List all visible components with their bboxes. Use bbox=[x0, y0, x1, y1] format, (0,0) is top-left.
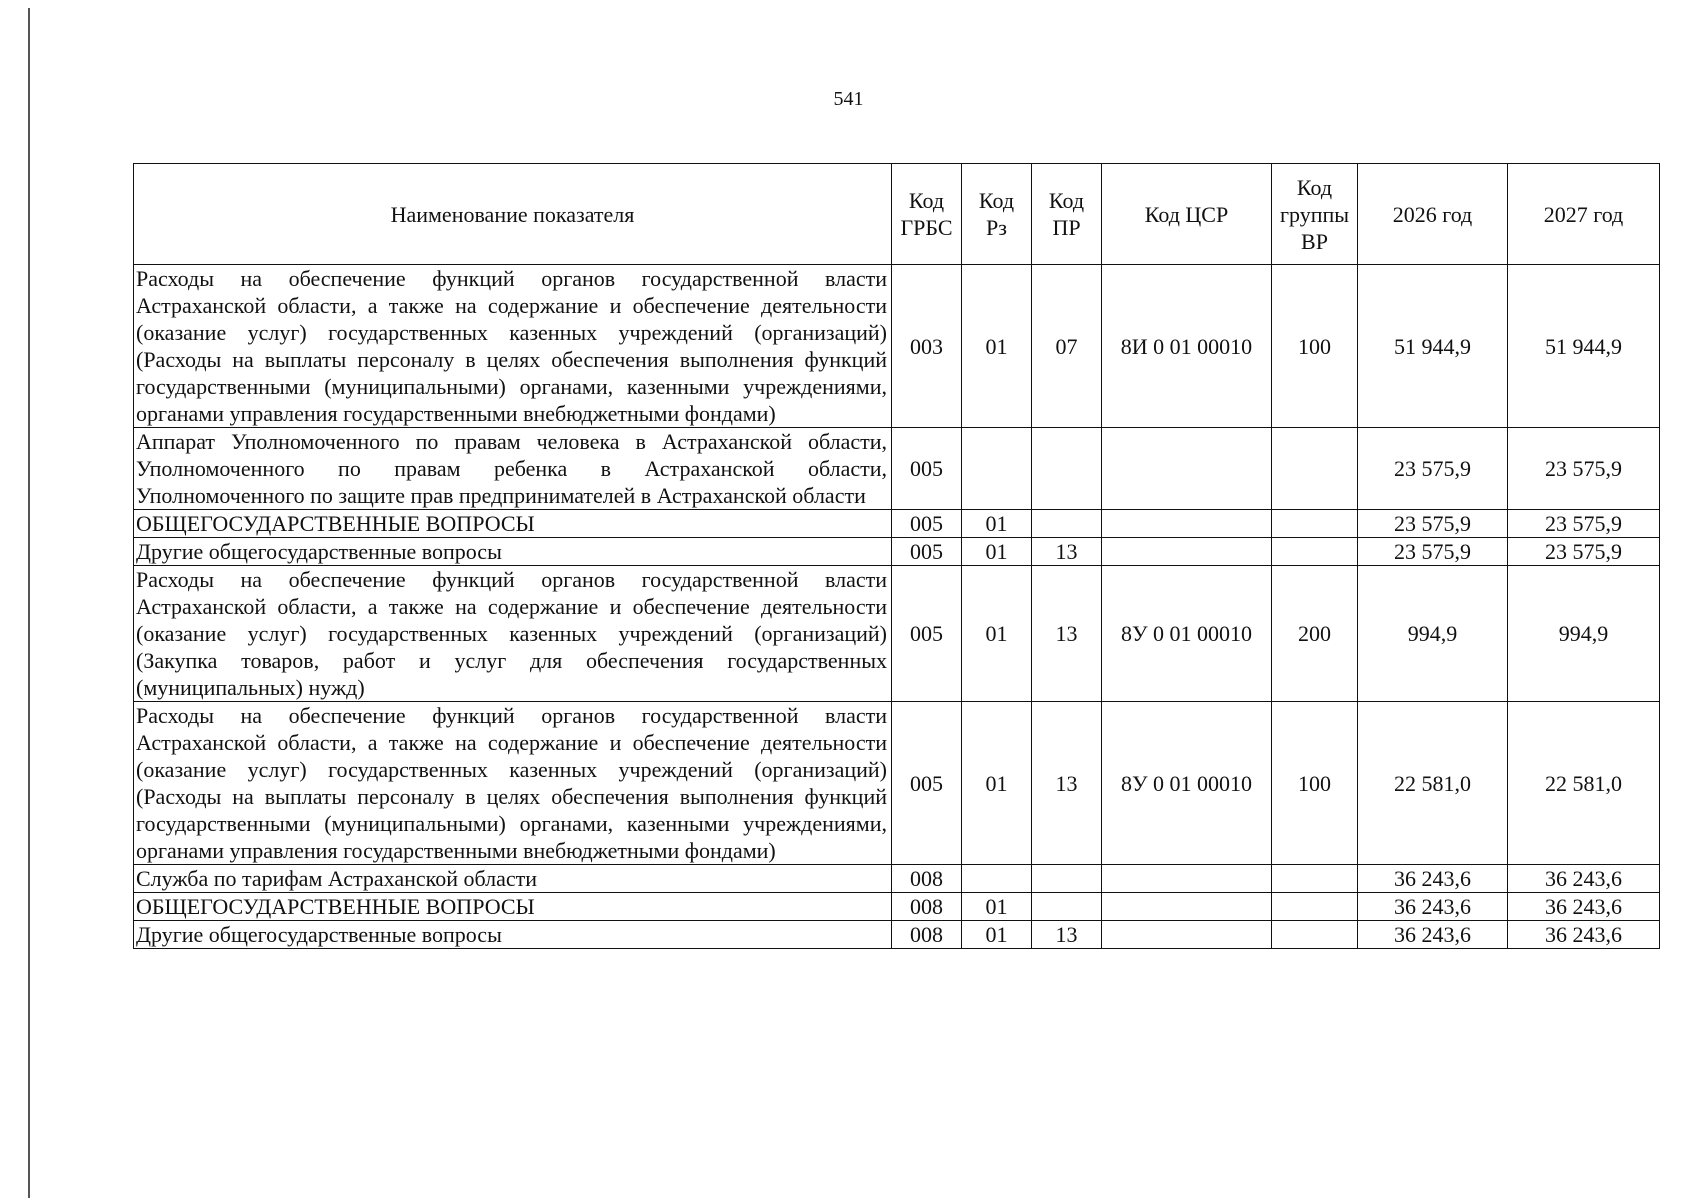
row-2027: 51 944,9 bbox=[1508, 265, 1660, 428]
row-2027: 23 575,9 bbox=[1508, 510, 1660, 538]
row-csr bbox=[1102, 865, 1272, 893]
header-2026: 2026 год bbox=[1358, 164, 1508, 265]
row-vr bbox=[1272, 921, 1358, 949]
header-2027: 2027 год bbox=[1508, 164, 1660, 265]
row-2026: 22 581,0 bbox=[1358, 702, 1508, 865]
row-vr: 200 bbox=[1272, 566, 1358, 702]
row-name: ОБЩЕГОСУДАРСТВЕННЫЕ ВОПРОСЫ bbox=[134, 510, 892, 538]
row-vr bbox=[1272, 865, 1358, 893]
row-2027: 23 575,9 bbox=[1508, 538, 1660, 566]
table-row bbox=[134, 510, 1660, 538]
header-csr: Код ЦСР bbox=[1102, 164, 1272, 265]
row-grbs: 005 bbox=[892, 510, 962, 538]
row-vr: 100 bbox=[1272, 702, 1358, 865]
row-name: Другие общегосударственные вопросы bbox=[134, 538, 892, 566]
budget-table bbox=[133, 163, 1660, 949]
row-csr: 8И 0 01 00010 bbox=[1102, 265, 1272, 428]
row-pr: 13 bbox=[1032, 702, 1102, 865]
row-name: Служба по тарифам Астраханской области bbox=[134, 865, 892, 893]
row-grbs: 005 bbox=[892, 428, 962, 510]
table-row bbox=[134, 566, 1660, 702]
row-2027: 36 243,6 bbox=[1508, 893, 1660, 921]
row-2027: 36 243,6 bbox=[1508, 921, 1660, 949]
table-row bbox=[134, 865, 1660, 893]
table-row bbox=[134, 538, 1660, 566]
row-csr bbox=[1102, 921, 1272, 949]
row-csr bbox=[1102, 538, 1272, 566]
header-vr: Код группы ВР bbox=[1272, 164, 1358, 265]
row-rz bbox=[962, 428, 1032, 510]
row-grbs: 005 bbox=[892, 702, 962, 865]
row-pr: 07 bbox=[1032, 265, 1102, 428]
row-pr: 13 bbox=[1032, 921, 1102, 949]
row-2026: 36 243,6 bbox=[1358, 921, 1508, 949]
row-name: Аппарат Уполномоченного по правам человека в Астраханской области, Уполномоченного по правам ребенка в Астраханской области, Уполномоченного по защите прав предпринимателей в Астраханской области bbox=[134, 428, 892, 510]
row-pr bbox=[1032, 865, 1102, 893]
row-pr bbox=[1032, 428, 1102, 510]
row-grbs: 005 bbox=[892, 538, 962, 566]
row-2027: 23 575,9 bbox=[1508, 428, 1660, 510]
row-2026: 23 575,9 bbox=[1358, 428, 1508, 510]
row-grbs: 008 bbox=[892, 921, 962, 949]
row-rz bbox=[962, 865, 1032, 893]
row-csr bbox=[1102, 893, 1272, 921]
row-name: Другие общегосударственные вопросы bbox=[134, 921, 892, 949]
row-2026: 36 243,6 bbox=[1358, 865, 1508, 893]
row-2026: 36 243,6 bbox=[1358, 893, 1508, 921]
header-rz: Код Рз bbox=[962, 164, 1032, 265]
table-row bbox=[134, 893, 1660, 921]
row-rz: 01 bbox=[962, 566, 1032, 702]
row-rz: 01 bbox=[962, 510, 1032, 538]
row-csr: 8У 0 01 00010 bbox=[1102, 702, 1272, 865]
table-row bbox=[134, 921, 1660, 949]
row-2026: 994,9 bbox=[1358, 566, 1508, 702]
row-2026: 23 575,9 bbox=[1358, 510, 1508, 538]
header-name: Наименование показателя bbox=[134, 164, 892, 265]
row-name: Расходы на обеспечение функций органов государственной власти Астраханской области, а также на содержание и обеспечение деятельности (оказание услуг) государственных казенных учреждений (организаций) (Расходы на выплаты персоналу в целях обеспечения выполнения функций государственными (муниципальными) органами, казенными учреждениями, органами управления государственными внебюджетными фондами) bbox=[134, 265, 892, 428]
row-grbs: 003 bbox=[892, 265, 962, 428]
row-2027: 22 581,0 bbox=[1508, 702, 1660, 865]
row-csr: 8У 0 01 00010 bbox=[1102, 566, 1272, 702]
row-pr bbox=[1032, 510, 1102, 538]
row-2027: 994,9 bbox=[1508, 566, 1660, 702]
row-vr bbox=[1272, 510, 1358, 538]
row-rz: 01 bbox=[962, 538, 1032, 566]
table-row bbox=[134, 702, 1660, 865]
binding-line bbox=[28, 8, 30, 1198]
row-2026: 51 944,9 bbox=[1358, 265, 1508, 428]
row-pr bbox=[1032, 893, 1102, 921]
row-rz: 01 bbox=[962, 702, 1032, 865]
row-vr bbox=[1272, 428, 1358, 510]
row-vr bbox=[1272, 538, 1358, 566]
header-grbs: Код ГРБС bbox=[892, 164, 962, 265]
row-grbs: 005 bbox=[892, 566, 962, 702]
page-number: 541 bbox=[833, 88, 864, 110]
row-grbs: 008 bbox=[892, 865, 962, 893]
row-pr: 13 bbox=[1032, 566, 1102, 702]
row-csr bbox=[1102, 428, 1272, 510]
row-rz: 01 bbox=[962, 893, 1032, 921]
row-name: Расходы на обеспечение функций органов государственной власти Астраханской области, а также на содержание и обеспечение деятельности (оказание услуг) государственных казенных учреждений (организаций) (Закупка товаров, работ и услуг для обеспечения государственных (муниципальных) нужд) bbox=[134, 566, 892, 702]
header-pr: Код ПР bbox=[1032, 164, 1102, 265]
row-2026: 23 575,9 bbox=[1358, 538, 1508, 566]
row-csr bbox=[1102, 510, 1272, 538]
row-rz: 01 bbox=[962, 921, 1032, 949]
table-row bbox=[134, 265, 1660, 428]
row-grbs: 008 bbox=[892, 893, 962, 921]
row-vr bbox=[1272, 893, 1358, 921]
row-rz: 01 bbox=[962, 265, 1032, 428]
row-name: Расходы на обеспечение функций органов государственной власти Астраханской области, а также на содержание и обеспечение деятельности (оказание услуг) государственных казенных учреждений (организаций) (Расходы на выплаты персоналу в целях обеспечения выполнения функций государственными (муниципальными) органами, казенными учреждениями, органами управления государственными внебюджетными фондами) bbox=[134, 702, 892, 865]
table-row bbox=[134, 428, 1660, 510]
row-vr: 100 bbox=[1272, 265, 1358, 428]
row-2027: 36 243,6 bbox=[1508, 865, 1660, 893]
row-pr: 13 bbox=[1032, 538, 1102, 566]
header-row bbox=[134, 164, 1660, 265]
row-name: ОБЩЕГОСУДАРСТВЕННЫЕ ВОПРОСЫ bbox=[134, 893, 892, 921]
